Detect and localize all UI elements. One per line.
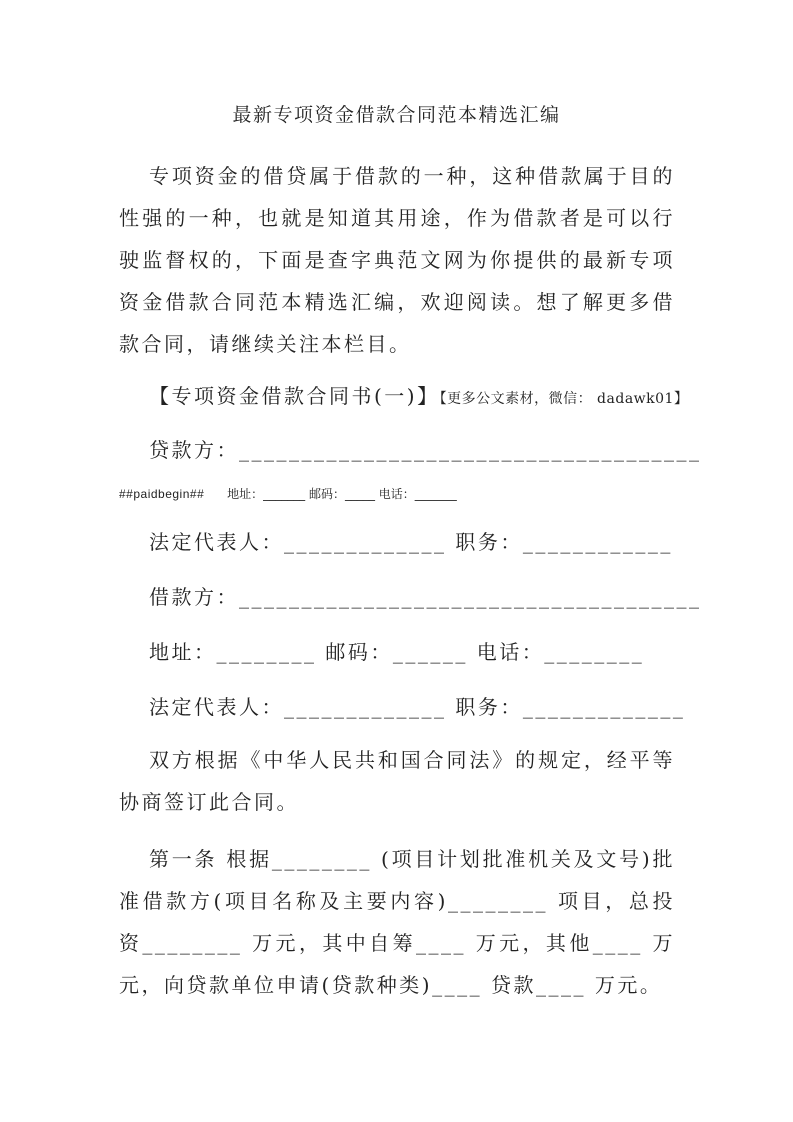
legal-rep-line-1: 法定代表人：_____________ 职务：____________ bbox=[149, 530, 673, 554]
lender-line: 贷款方：_____________________________________ bbox=[149, 438, 702, 462]
intro-paragraph: 专项资金的借贷属于借款的一种，这种借款属于目的性强的一种，也就是知道其用途，作为借款者是可以行驶监督权的，下面是查字典范文网为你提供的最新专项资金借款合同范本精选汇编，欢迎阅读。想了解更多借款合同，请继续关注本栏目。 bbox=[119, 164, 675, 356]
borrower-line: 借款方：_____________________________________ bbox=[149, 585, 702, 609]
section-heading: 【专项资金借款合同书(一)】 bbox=[149, 384, 440, 408]
document-title: 最新专项资金借款合同范本精选汇编 bbox=[232, 104, 561, 126]
legal-rep-line-2: 法定代表人：_____________ 职务：_____________ bbox=[149, 695, 686, 719]
borrower-address-line: 地址：________ 邮码：______ 电话：________ bbox=[149, 640, 645, 664]
section-heading-line bbox=[149, 381, 688, 414]
article-1-paragraph: 第一条 根据________ (项目计划批准机关及文号)批准借款方(项目名称及主要内容)________ 项目，总投资________ 万元，其中自筹____ 万元，其他____ 万元，向贷款单位申请(贷款种类)____ 贷款____ 万元。 bbox=[119, 847, 675, 997]
lender-address-fields: 地址：_______ 邮码：_____ 电话：_______ bbox=[227, 487, 457, 501]
section-note: 【更多公文素材，微信： dadawk01】 bbox=[439, 391, 689, 407]
paid-marker: ##paidbegin## bbox=[119, 487, 205, 501]
lender-address-line bbox=[119, 484, 457, 504]
agreement-paragraph: 双方根据《中华人民共和国合同法》的规定，经平等协商签订此合同。 bbox=[119, 748, 675, 814]
